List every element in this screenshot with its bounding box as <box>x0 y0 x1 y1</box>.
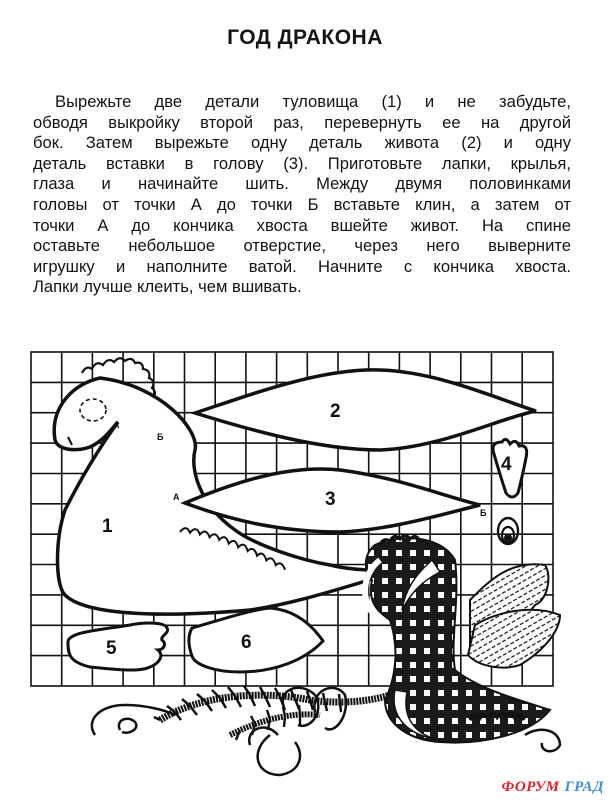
paragraph-line: Вырежьте две детали туловища (1) и не забудьте, <box>55 92 571 111</box>
point-a-head: А <box>113 420 120 430</box>
pattern-figure <box>0 340 610 780</box>
paragraph-line: бок. Затем вырежьте одну деталь живота (2) и одну <box>33 133 571 153</box>
forum-grad-watermark <box>501 779 604 796</box>
paragraph-line: обводя выкройку второй раз, перевернуть ее на другой <box>33 112 571 132</box>
paragraph-line: точки А до кончика хвоста вшейте живот. На спине <box>33 215 571 235</box>
point-a-insert: А <box>173 492 180 502</box>
paragraph-line: оставьте небольшое отверстие, через него выверните <box>33 236 571 256</box>
page-title: ГОД ДРАКОНА <box>227 26 383 49</box>
dragon-illustration <box>365 536 560 752</box>
paragraph-line: игрушку и наполните ватой. Начните с кончика хвоста. <box>33 256 571 276</box>
point-b-insert: Б <box>480 508 487 518</box>
piece-6-label: 6 <box>241 632 252 653</box>
paragraph-line: Лапки лучше клеить, чем вшивать. <box>33 277 302 297</box>
point-b-head: Б <box>157 432 164 442</box>
watermark-part-2: ГРАД <box>564 779 604 795</box>
paragraph-line: глаза и начинайте шить. Между двумя половинками <box>33 174 571 194</box>
piece-5-paw <box>68 623 168 670</box>
piece-2-label: 2 <box>330 401 341 422</box>
paragraph-line: деталь вставки в голову (3). Приготовьте лапки, крылья, <box>33 153 571 173</box>
piece-1-label: 1 <box>102 516 113 537</box>
piece-5-label: 5 <box>106 638 117 659</box>
instructions-paragraph <box>33 92 571 298</box>
pine-branch-decoration <box>92 686 390 775</box>
piece-6-wing <box>189 608 323 672</box>
watermark-part-1: ФОРУМ <box>501 779 560 795</box>
piece-4-label: 4 <box>501 454 512 475</box>
paragraph-line: головы от точки А до точки Б вставьте клин, а затем от <box>33 194 571 214</box>
piece-3-label: 3 <box>325 489 336 510</box>
pattern-drawing <box>0 340 610 780</box>
